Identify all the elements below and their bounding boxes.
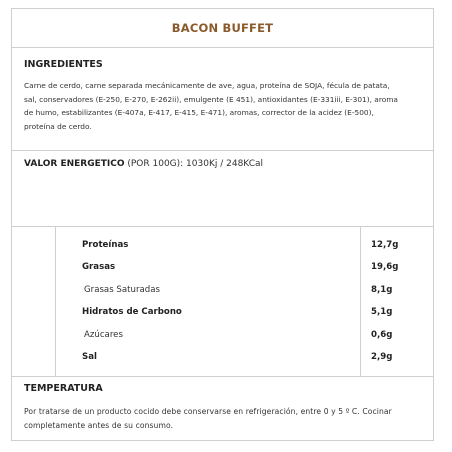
nutrition-row bbox=[12, 234, 433, 256]
nutrition-row bbox=[12, 302, 433, 324]
nutrient-label: Azúcares bbox=[84, 329, 123, 340]
temperature-heading: TEMPERATURA bbox=[24, 383, 103, 394]
nutrient-value: 12,7g bbox=[371, 239, 399, 250]
product-title: BACON BUFFET bbox=[171, 21, 274, 35]
ingredients-heading: INGREDIENTES bbox=[24, 59, 103, 70]
nutrition-row bbox=[12, 324, 433, 346]
ingredients-line: Carne de cerdo, carne separada mecánicamente de ave, agua, proteína de SOJA, fécula de patata, bbox=[24, 81, 390, 90]
product-info-card bbox=[11, 8, 434, 441]
energy-value-line bbox=[24, 159, 263, 169]
temperature-text bbox=[24, 405, 422, 433]
nutrition-row bbox=[12, 347, 433, 369]
nutrient-label: Sal bbox=[82, 352, 97, 363]
divider bbox=[12, 376, 433, 377]
nutrient-value: 19,6g bbox=[371, 262, 399, 273]
divider bbox=[12, 47, 433, 48]
energy-label: VALOR ENERGETICO bbox=[24, 159, 125, 169]
nutrient-value: 8,1g bbox=[371, 284, 393, 295]
nutrient-label: Grasas bbox=[82, 262, 116, 273]
nutrition-row bbox=[12, 279, 433, 301]
divider bbox=[12, 150, 433, 151]
nutrient-label: Grasas Saturadas bbox=[84, 284, 160, 295]
nutrition-table bbox=[12, 226, 433, 376]
temperature-line: completamente antes de su consumo. bbox=[24, 421, 174, 430]
nutrient-label: Proteínas bbox=[82, 239, 129, 250]
nutrition-row bbox=[12, 257, 433, 279]
nutrient-value: 0,6g bbox=[371, 329, 393, 340]
nutrient-value: 5,1g bbox=[371, 307, 393, 318]
ingredients-line: de humo, estabilizantes (E-407a, E-417, E-415, E-471), aromas, corrector de la acidez (E-500), bbox=[24, 108, 374, 117]
energy-text: (POR 100G): 1030Kj / 248KCal bbox=[124, 159, 264, 169]
ingredients-line: proteína de cerdo. bbox=[24, 121, 92, 131]
nutrient-value: 2,9g bbox=[371, 352, 393, 363]
ingredients-text bbox=[24, 79, 422, 133]
temperature-line: Por tratarse de un producto cocido debe conservarse en refrigeración, entre 0 y 5 º C. Cocinar bbox=[24, 407, 392, 416]
ingredients-line: sal, conservadores (E-250, E-270, E-262ii), emulgente (E 451), antioxidantes (E-331iii, E-301), aroma bbox=[24, 94, 398, 104]
nutrient-label: Hidratos de Carbono bbox=[82, 307, 182, 318]
